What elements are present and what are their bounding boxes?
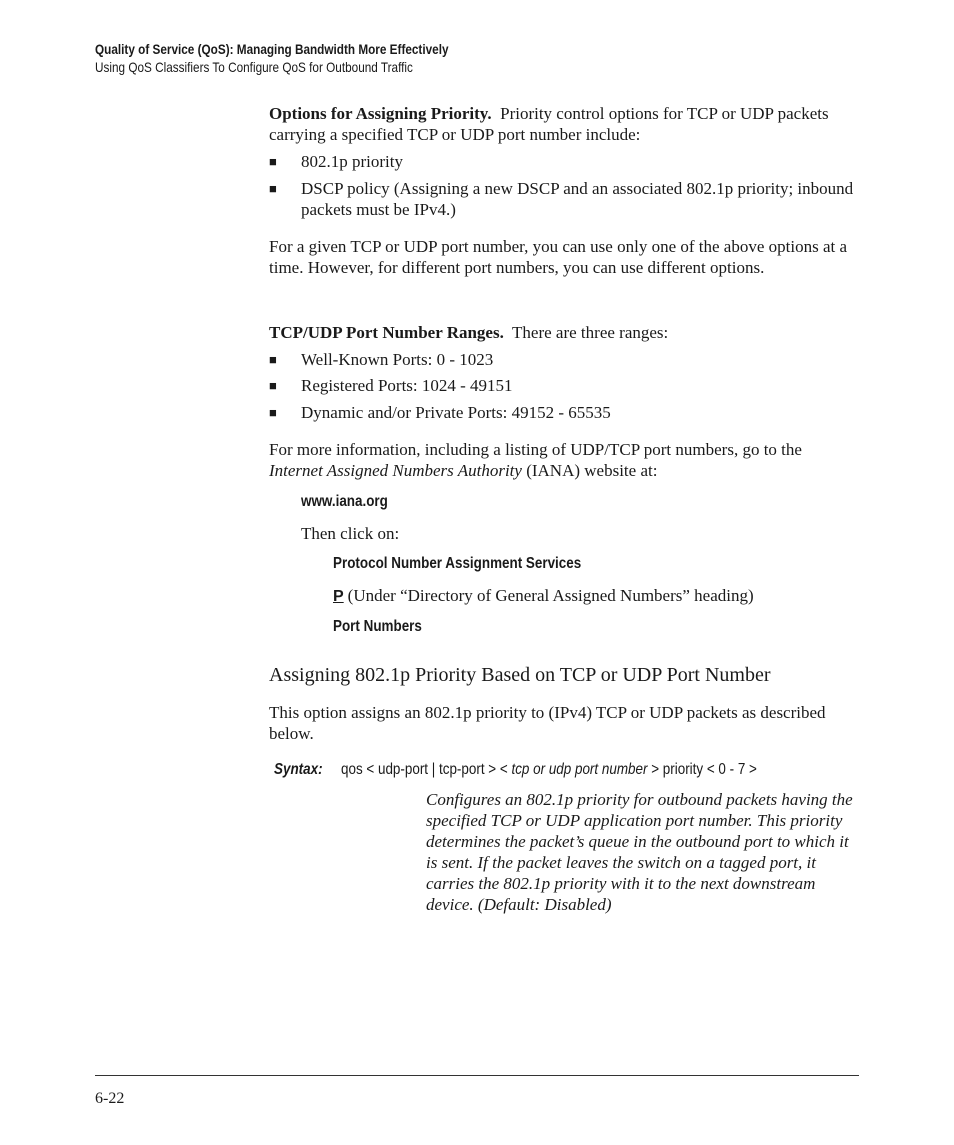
syntax-description: Configures an 802.1p priority for outbound packets having the specified TCP or UDP application port number. This priority determines the packet’s queue in the outbound port to which it is sent. If the packet leaves the switch on a tagged port, it carries the 802.1p priority with it to the next downstream device. (Default: Disabled) bbox=[426, 790, 853, 914]
bullet-square-icon: ■ bbox=[269, 154, 277, 169]
port-numbers-link[interactable]: Port Numbers bbox=[333, 618, 422, 635]
syntax-label: Syntax: bbox=[274, 761, 323, 778]
chapter-title: Quality of Service (QoS): Managing Bandwidth More Effectively bbox=[95, 41, 449, 57]
section-intro: This option assigns an 802.1p priority to (IPv4) TCP or UDP packets as described below. bbox=[269, 703, 826, 743]
bullet-square-icon: ■ bbox=[269, 352, 277, 367]
info-paragraph: For more information, including a listing of UDP/TCP port numbers, go to the Internet Assigned Numbers Authority (IANA) website at: bbox=[269, 440, 802, 480]
section-title: Using QoS Classifiers To Configure QoS for Outbound Traffic bbox=[95, 59, 413, 75]
options-intro: Priority control options for TCP or UDP packets carrying a specified TCP or UDP port number include: bbox=[269, 104, 829, 144]
options-heading: Options for Assigning Priority. bbox=[269, 104, 492, 123]
bullet-square-icon: ■ bbox=[269, 181, 277, 196]
ranges-heading: TCP/UDP Port Number Ranges. bbox=[269, 323, 504, 342]
p-link[interactable]: P bbox=[333, 588, 344, 605]
page-number: 6-22 bbox=[95, 1090, 125, 1107]
options-paragraph bbox=[269, 103, 859, 145]
bullet-square-icon: ■ bbox=[269, 378, 277, 393]
then-click-text: Then click on: bbox=[301, 524, 400, 543]
iana-url-link[interactable]: www.iana.org bbox=[301, 493, 388, 510]
ranges-intro: There are three ranges: bbox=[512, 323, 669, 342]
footer-rule bbox=[95, 1075, 859, 1076]
directory-entry: P (Under “Directory of General Assigned Numbers” heading) bbox=[333, 586, 754, 605]
protocol-services-link[interactable]: Protocol Number Assignment Services bbox=[333, 555, 582, 572]
bullet-square-icon: ■ bbox=[269, 405, 277, 420]
syntax-command: qos < udp-port | tcp-port > < tcp or udp port number > priority < 0 - 7 > bbox=[341, 761, 757, 778]
syntax-param: tcp or udp port number bbox=[511, 761, 648, 778]
ranges-paragraph bbox=[269, 322, 859, 343]
authority-name: Internet Assigned Numbers Authority bbox=[269, 461, 522, 480]
options-note: For a given TCP or UDP port number, you can use only one of the above options at a time. However, for different port numbers, you can use different options. bbox=[269, 237, 848, 277]
section-heading: Assigning 802.1p Priority Based on TCP or UDP Port Number bbox=[269, 664, 771, 686]
